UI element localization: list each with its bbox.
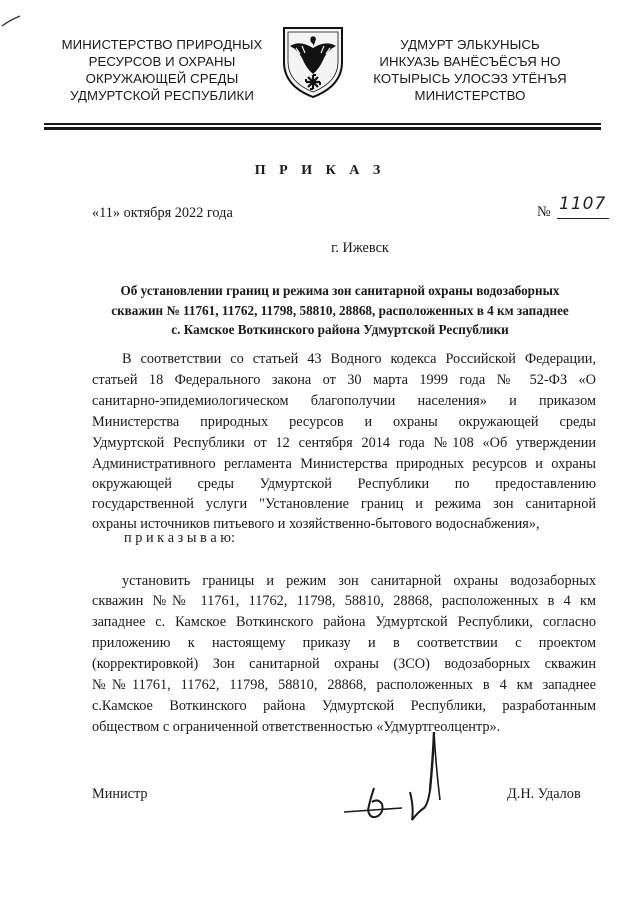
coat-of-arms-icon <box>278 24 348 100</box>
preamble-line: санитарно-эпидемиологическом благополучии населения» и приказом <box>92 393 596 409</box>
preamble-line: Министерства природных ресурсов и охраны окружающей среды <box>92 414 596 430</box>
header-left-line: ОКРУЖАЮЩЕЙ СРЕДЫ <box>85 71 239 86</box>
handwritten-signature <box>330 728 470 828</box>
signatory-position: Министр <box>92 786 148 802</box>
order-line: приложению к настоящему приказу и в соответствии с проектом <box>92 635 596 651</box>
document-title: П Р И К А З <box>254 163 386 178</box>
header-right-line: КОТЫРЫСЬ УЛОСЭЗ УТЁНЪЯ <box>373 71 567 86</box>
subject-line: с. Камское Воткинского района Удмуртской Республики <box>171 322 509 337</box>
subject-line: Об установлении границ и режима зон санитарной охраны водозаборных <box>120 283 560 298</box>
ministry-name-udmurt <box>350 36 590 104</box>
preamble-line: охраны источников питьевого и хозяйственно-бытового водоснабжения», <box>92 516 540 532</box>
order-line: №№11761, 11762, 11798, 58810, 28868, расположенных в 4 км западнее <box>92 677 596 693</box>
city: г. Ижевск <box>331 240 389 256</box>
preamble-line: статьей 18 Федерального закона от 30 марта 1999 года № 52-ФЗ «О <box>92 372 596 388</box>
header-left-line: УДМУРТСКОЙ РЕСПУБЛИКИ <box>70 88 254 103</box>
header-left-line: МИНИСТЕРСТВО ПРИРОДНЫХ <box>61 37 263 52</box>
number-label: № <box>537 204 551 220</box>
order-line: обществом с ограниченной ответственностью «Удмуртгеолцентр». <box>92 719 501 735</box>
ministry-name-russian <box>48 36 276 104</box>
header-left-line: РЕСУРСОВ И ОХРАНЫ <box>88 54 236 69</box>
subject-line: скважин № 11761, 11762, 11798, 58810, 28868, расположенных в 4 км западнее <box>111 302 569 318</box>
order-line: скважин №№ 11761, 11762, 11798, 58810, 28868, расположенных в 4 км <box>92 593 596 609</box>
document-subject <box>0 281 640 340</box>
preamble-line: окружающей среды Удмуртской Республики по предоставлению <box>92 476 596 492</box>
order-line: (корректировкой) Зон санитарной охраны (ЗСО) водозаборных скважин <box>92 656 596 672</box>
document-number <box>537 194 617 222</box>
order-line: с.Камское Воткинского района Удмуртской Республики, разработанным <box>92 698 596 714</box>
header-rule-thick <box>44 127 601 130</box>
number-handwritten: 1107 <box>559 194 607 214</box>
preamble-line: В соответствии со статьей 43 Водного кодекса Российской Федерации, <box>122 351 596 367</box>
header-right-line: УДМУРТ ЭЛЬКУНЫСЬ <box>400 37 540 52</box>
signatory-name: Д.Н. Удалов <box>507 786 581 802</box>
header-right-line: ИНКУАЗЬ ВАНЁСЪЁСЪЯ НО <box>379 54 561 69</box>
order-line: западнее с. Камское Воткинского района Удмуртской Республики, согласно <box>92 614 596 630</box>
preamble-line: Административного регламента Министерства природных ресурсов и охраны <box>92 456 596 472</box>
number-underline <box>557 218 609 219</box>
header-rule-thin <box>44 123 601 125</box>
order-word: п р и к а з ы в а ю: <box>124 530 235 546</box>
preamble-line: Удмуртской Республики от 12 сентября 2014 года №108 «Об утверждении <box>92 435 596 451</box>
order-line: установить границы и режим зон санитарной охраны водозаборных <box>122 573 596 589</box>
scan-mark <box>0 0 30 30</box>
document-date: «11» октября 2022 года <box>92 205 233 221</box>
header-right-line: МИНИСТЕРСТВО <box>414 88 526 103</box>
preamble-line: государственной услуги "Установление границ и режима зон санитарной <box>92 496 596 512</box>
